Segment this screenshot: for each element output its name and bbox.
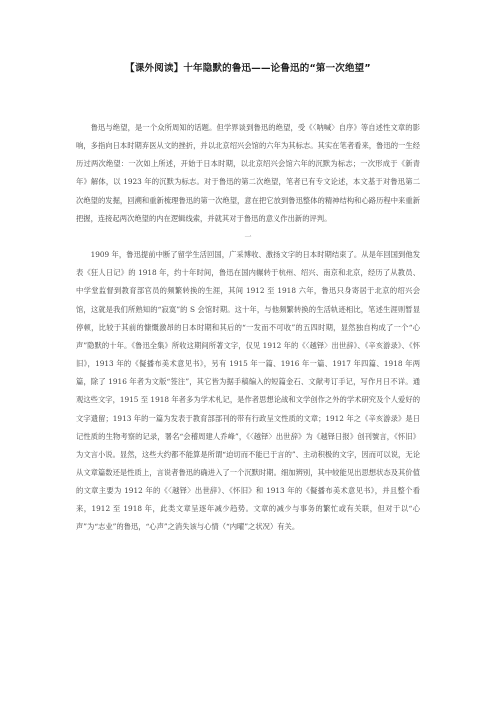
- document-title: 【课外阅读】十年隐默的鲁迅——论鲁迅的“第一次绝望”: [125, 63, 371, 74]
- paragraph-section-one: 1909 年，鲁迅提前中断了留学生活回国，广采博收、激扬文字的日本时期结束了。从是年回国到他发表《狂人日记》的 1918 年，约十年时间，鲁迅在国内辗转于杭州、绍兴、南京和北京，经历了从教员、中学堂监督到教育部官员的频繁转换的生涯，其间 1912 至 1918 六年，鲁迅只身寄居于北京的绍兴会馆，这就是我们所熟知的“寂寞”的 S 会馆时期。这十年，与他频繁转换的生活轨迹相比，笔述生涯则暂显停顿，比较于其前的慷慨激昂的日本时期和其后的“一发而不可收”的五四时期，显然独自构成了一个“心声”隐默的十年。《鲁迅全集》所收这期间所著文字，仅见 1912 年的《〈越铎〉出世辞》、《辛亥游录》、《怀旧》，1913 年的《儗播布美术意见书》，另有 1915 年一篇、1916 年一篇、1917 年四篇、1918 年两篇，除了 1916 年者为文版“签注”，其它皆为据手稿编入的短篇金石、文献考订手记，写作月日不详。通观这些文字，1915 至 1918 年者多为学术札记，是作者思想论战和文学创作之外的学术研究及个人爱好的文字遗留；1913 年的一篇为发表于教育部部刊的带有行政呈文性质的文章；1912 年之《辛亥游录》是日记性质的生物考察的记录，署名“会稽周建人乔峰”，《〈越铎〉出世辞》为《越铎日报》创刊號言，《怀旧》为文言小说。显然，这些大约都不能算是所谓“迫切而不能已于言的”、主动积极的文字，因而可以说，无论从文章篇数还是性质上，言说者鲁迅的确进入了一个沉默时期。细加辨别，其中较能见出思想状态及其价值的文章主要为 1912 年的《〈越铎〉出世辞》、《怀旧》和 1913 年的《儗播布美术意见书》，并且整个看来，1912 至 1918 年，此类文章呈逐年减少趋势。文章的减少与事务的繁忙或有关联，但对于以“心声”为“志业”的鲁迅，“心声”之消失该与心情（“内曜”之状况）有关。: [76, 250, 420, 532]
- section-mark: 一: [244, 232, 252, 241]
- paragraph-intro: 鲁迅与绝望，是一个众所周知的话题。但学界谈到鲁迅的绝望，受《〈呐喊〉自序》等自述性文章的影响，多指向日本时期弃医从文的挫折，并以北京绍兴会馆的六年为其标志。其实在笔者看来，鲁迅的一生经历过两次绝望：一次如上所述，开始于日本时期，以北京绍兴会馆六年的沉默为标志；一次形成于《新青年》解体，以 1923 年的沉默为标志。对于鲁迅的第二次绝望，笔者已有专文论述，本文基于对鲁迅第二次绝望的发掘，回溯和重新梳理鲁迅的第一次绝望，意在把它放到鲁迅整体的精神结构和心路历程中来重新把握，连接起两次绝望的内在逻辑线索，并就其对于鲁迅的意义作出新的评判。: [76, 123, 420, 223]
- document-body: [76, 119, 420, 537]
